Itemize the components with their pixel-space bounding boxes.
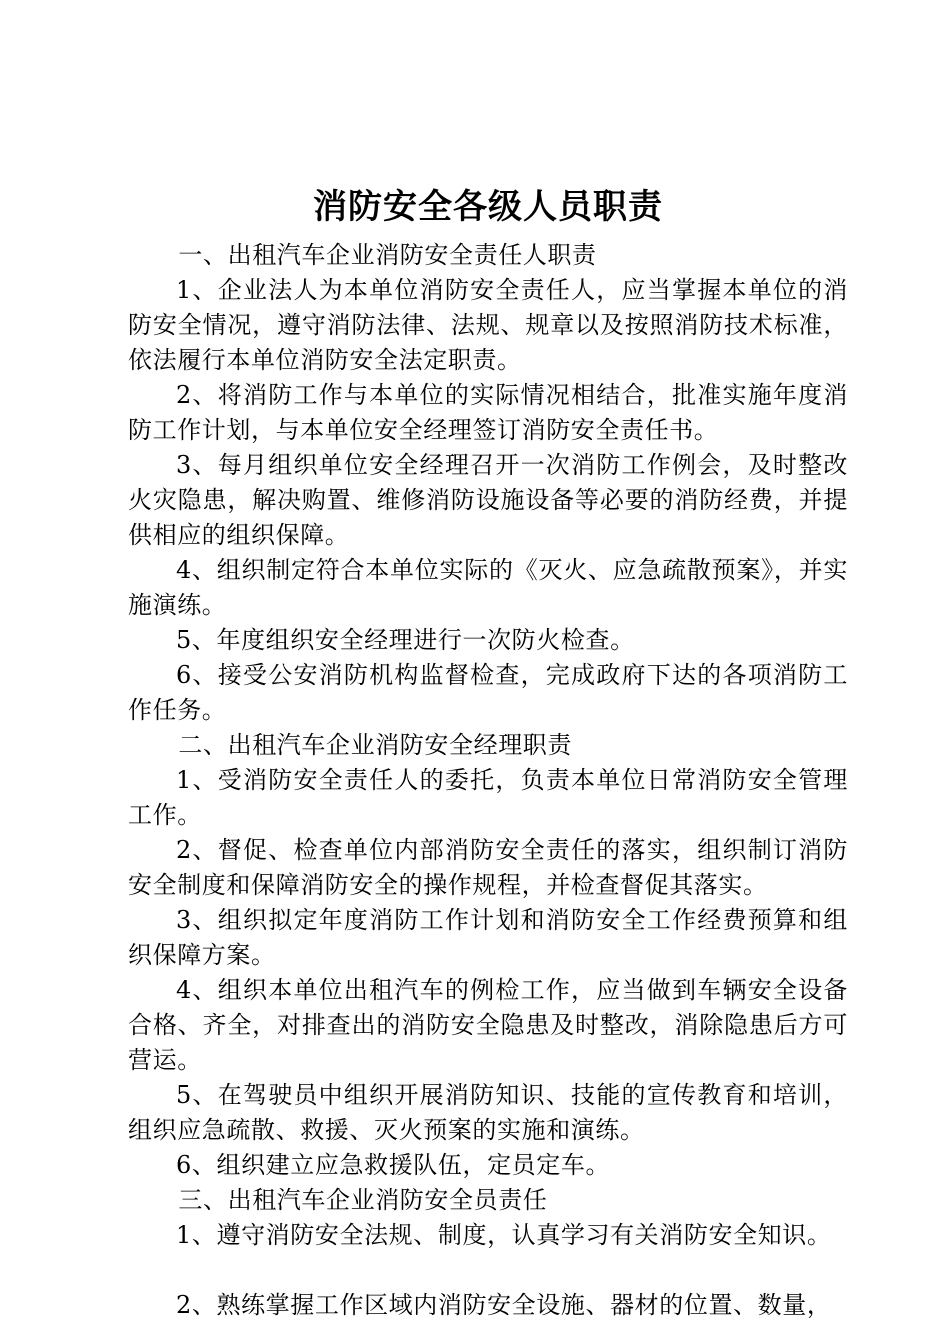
paragraph: 4、组织本单位出租汽车的例检工作，应当做到车辆安全设备合格、齐全，对排查出的消防安全隐患及时整改，消除隐患后方可营运。 (128, 976, 848, 1074)
paragraph: 2、将消防工作与本单位的实际情况相结合，批准实施年度消防工作计划，与本单位安全经理签订消防安全责任书。 (128, 381, 848, 444)
paragraph: 1、受消防安全责任人的委托，负责本单位日常消防安全管理工作。 (128, 766, 848, 829)
paragraph: 5、在驾驶员中组织开展消防知识、技能的宣传教育和培训，组织应急疏散、救援、灭火预案的实施和演练。 (128, 1081, 848, 1144)
document-title: 消防安全各级人员职责 (313, 187, 663, 227)
paragraph: 1、企业法人为本单位消防安全责任人，应当掌握本单位的消防安全情况，遵守消防法律、法规、规章以及按照消防技术标准，依法履行本单位消防安全法定职责。 (128, 276, 848, 374)
paragraph: 2、督促、检查单位内部消防安全责任的落实，组织制订消防安全制度和保障消防安全的操作规程，并检查督促其落实。 (128, 836, 848, 899)
paragraph: 5、年度组织安全经理进行一次防火检查。 (176, 626, 635, 654)
paragraph: 2、熟练掌握工作区域内消防安全设施、器材的位置、数量， (176, 1291, 832, 1319)
paragraph: 6、组织建立应急救援队伍，定员定车。 (176, 1151, 611, 1179)
paragraph: 6、接受公安消防机构监督检查，完成政府下达的各项消防工作任务。 (128, 661, 848, 724)
paragraph: 3、组织拟定年度消防工作计划和消防安全工作经费预算和组织保障方案。 (128, 906, 848, 969)
section-heading-3: 三、出租汽车企业消防安全员责任 (178, 1186, 548, 1214)
section-heading-1: 一、出租汽车企业消防安全责任人职责 (178, 241, 597, 269)
document-page (128, 180, 848, 1323)
paragraph: 4、组织制定符合本单位实际的《灭火、应急疏散预案》，并实施演练。 (128, 556, 848, 619)
paragraph: 3、每月组织单位安全经理召开一次消防工作例会，及时整改火灾隐患，解决购置、维修消防设施设备等必要的消防经费，并提供相应的组织保障。 (128, 451, 848, 549)
paragraph: 1、遵守消防安全法规、制度，认真学习有关消防安全知识。 (176, 1221, 832, 1249)
section-heading-2: 二、出租汽车企业消防安全经理职责 (178, 731, 572, 759)
